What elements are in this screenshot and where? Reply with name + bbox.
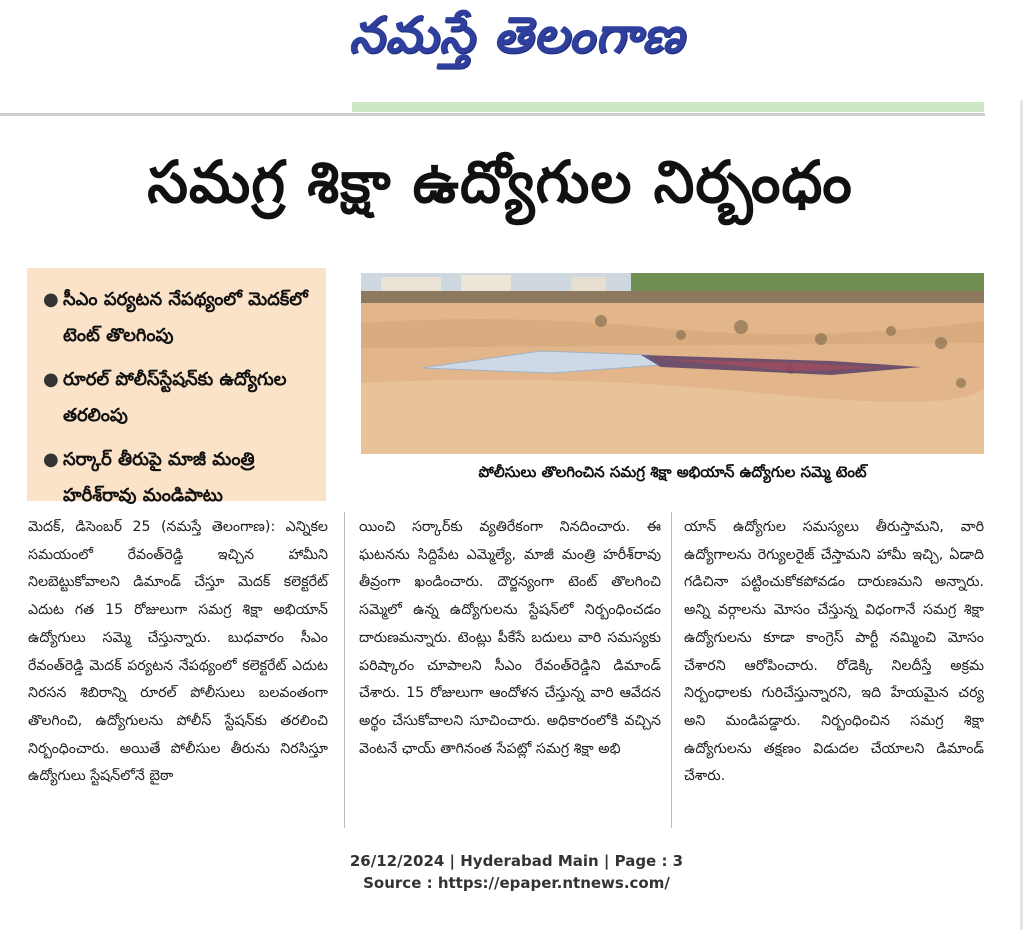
page-edge-rule xyxy=(1020,100,1023,930)
bullet-icon: ● xyxy=(43,289,59,310)
photo-caption: పోలీసులు తొలగించిన సమగ్ర శిక్షా అభియాన్ ఉద్యోగుల సమ్మె టెంట్ xyxy=(478,463,867,481)
highlight-item xyxy=(43,282,316,354)
footer-source: Source : https://epaper.ntnews.com/ xyxy=(363,874,670,892)
highlight-item xyxy=(43,362,316,434)
newspaper-logo: నమస్తే తెలంగాణ xyxy=(348,6,685,64)
article-paragraph: యించి సర్కార్‌కు వ్యతిరేకంగా నినదించారు. ఈ ఘటనను సిద్దిపేట ఎమ్మెల్యే, మాజీ మంత్రి హరీశ్‌రావు తీవ్రంగా ఖండించారు. దౌర్జన్యంగా టెంట్ తొలగించి సమ్మెలో ఉన్న ఉద్యోగులను స్టేషన్‌లో నిర్బంధించడం దారుణమన్నారు. టెంట్లు పీకేసే బదులు వారి సమస్యకు పరిష్కారం చూపాలని సీఎం రేవంత్‌రెడ్డిని డిమాండ్ చేశారు. 15 రోజులుగా ఆందోళన చేస్తున్న వారి ఆవేదన అర్థం చేసుకోవాలని సూచించారు. అధికారంలోకి వచ్చిన వెంటనే ఛాయ్ తాగినంత సేపట్లో సమగ్ర శిక్షా అభి xyxy=(359,519,661,757)
article-column-2 xyxy=(359,514,661,763)
highlights-box xyxy=(27,268,326,506)
bullet-icon: ● xyxy=(43,369,59,390)
highlight-item xyxy=(43,442,316,514)
column-divider xyxy=(344,512,345,828)
article-column-1 xyxy=(28,514,328,791)
photo-illustration xyxy=(361,273,984,454)
article-paragraph: యాన్ ఉద్యోగుల సమస్యలు తీరుస్తామని, వారి ఉద్యోగాలను రెగ్యులరైజ్ చేస్తామని హామీ ఇచ్చి, ఏడాది గడిచినా పట్టించుకోకపోవడం దారుణమని అన్నారు. అన్ని వర్గాలను మోసం చేస్తున్న విధంగానే సమగ్ర శిక్షా ఉద్యోగులను కూడా కాంగ్రెస్ పార్టీ నమ్మించి మోసం చేశారని ఆరోపించారు. రోడెక్కి నిలదీస్తే అక్రమ నిర్బంధాలకు గురిచేస్తున్నారని, ఇది హేయమైన చర్య అని మండిపడ్డారు. నిర్బంధించిన సమగ్ర శిక్షా ఉద్యోగులను తక్షణం విడుదల చేయాలని డిమాండ్ చేశారు. xyxy=(684,519,984,785)
highlight-text: రూరల్ పోలీస్‌స్టేషన్‌కు ఉద్యోగుల తరలింపు xyxy=(63,369,287,426)
article-paragraph: మెదక్, డిసెంబర్ 25 (నమస్తే తెలంగాణ): ఎన్నికల సమయంలో రేవంత్‌రెడ్డి ఇచ్చిన హామీని నిలబెట్టుకోవాలని డిమాండ్ చేస్తూ మెదక్ కలెక్టరేట్ ఎదుట గత 15 రోజులుగా సమగ్ర శిక్షా అభియాన్ ఉద్యోగులు సమ్మె చేస్తున్నారు. బుధవారం సీఎం రేవంత్‌రెడ్డి మెదక్ పర్యటన నేపథ్యంలో కలెక్టరేట్ ఎదుట నిరసన శిబిరాన్ని రూరల్ పోలీసులు బలవంతంగా తొలగించి, ఉద్యోగులను పోలీస్ స్టేషన్‌కు తరలించి నిర్బంధించారు. అయితే పోలీసుల తీరును నిరసిస్తూ ఉద్యోగులు స్టేషన్‌లోనే బైఠా xyxy=(28,519,328,785)
news-photo xyxy=(361,273,984,454)
masthead xyxy=(0,0,1033,80)
highlight-text: సీఎం పర్యటన నేపథ్యంలో మెదక్‌లో టెంట్ తొలగింపు xyxy=(63,289,308,346)
column-divider xyxy=(671,512,672,828)
highlight-text: సర్కార్ తీరుపై మాజీ మంత్రి హరీశ్‌రావు మండిపాటు xyxy=(63,449,255,506)
bullet-icon: ● xyxy=(43,449,59,470)
article-headline: సమగ్ర శిక్షా ఉద్యోగుల నిర్బంధం xyxy=(147,148,853,216)
article-column-3 xyxy=(684,514,984,791)
header-divider xyxy=(0,113,985,116)
accent-strip xyxy=(352,102,984,112)
footer-date-edition: 26/12/2024 | Hyderabad Main | Page : 3 xyxy=(349,852,684,870)
